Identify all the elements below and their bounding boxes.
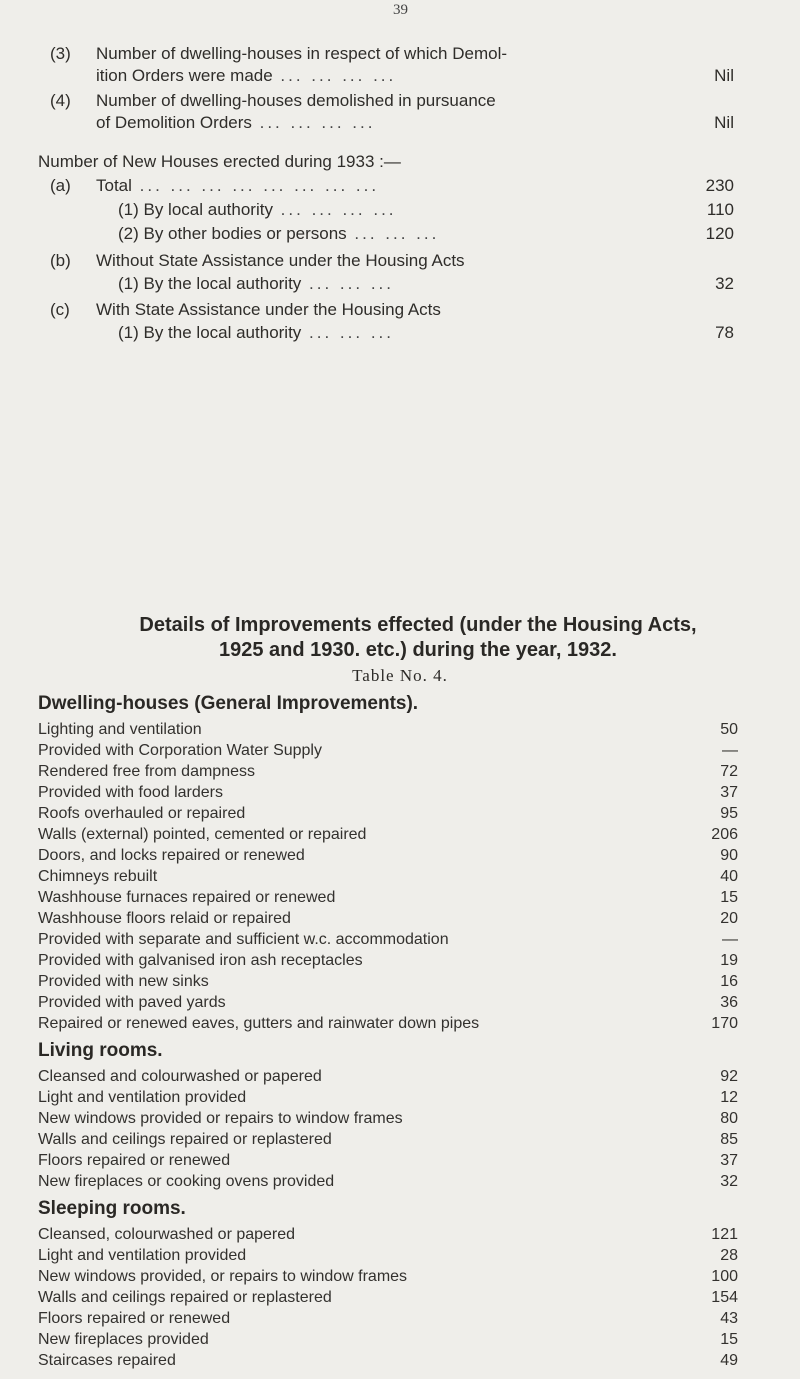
table-row: Washhouse furnaces repaired or renewed 15 — [38, 889, 738, 906]
new-houses-a1-value: 110 — [706, 200, 734, 219]
table-row: Repaired or renewed eaves, gutters and rainwater down pipes 170 — [38, 1015, 738, 1032]
new-houses-a2-value: 120 — [705, 224, 734, 243]
new-houses-a2-text: (2) By other bodies or persons ... ... ... — [118, 224, 440, 243]
table-row: Rendered free from dampness 72 — [38, 763, 738, 780]
table-row: Walls and ceilings repaired or replastered 154 — [38, 1289, 738, 1306]
new-houses-b-label: (b) — [50, 251, 71, 270]
item-3-line2: ition Orders were made ... ... ... ... — [96, 66, 397, 85]
table-row: Cleansed and colourwashed or papered 92 — [38, 1068, 738, 1085]
new-houses-b-text: Without State Assistance under the Housing Acts — [96, 251, 465, 270]
new-houses-a-value: 230 — [705, 176, 734, 195]
item-4-number: (4) — [50, 91, 71, 110]
table-row: Floors repaired or renewed 37 — [38, 1152, 738, 1169]
table-row: Walls (external) pointed, cemented or repaired 206 — [38, 826, 738, 843]
item-3-line1: Number of dwelling-houses in respect of which Demol- — [96, 44, 508, 63]
table-row: Light and ventilation provided 28 — [38, 1247, 738, 1264]
table-row: Chimneys rebuilt 40 — [38, 868, 738, 885]
new-houses-b1-text: (1) By the local authority ... ... ... — [118, 274, 394, 293]
new-houses-c1-value: 78 — [715, 323, 734, 342]
table-row: Lighting and ventilation 50 — [38, 721, 738, 738]
details-heading-line1: Details of Improvements effected (under the Housing Acts, — [139, 614, 697, 636]
new-houses-intro: Number of New Houses erected during 1933 :— — [38, 152, 401, 171]
table-row: New windows provided, or repairs to window frames 100 — [38, 1268, 738, 1285]
table-row: Roofs overhauled or repaired 95 — [38, 805, 738, 822]
table-row: New fireplaces provided 15 — [38, 1331, 738, 1348]
details-heading-line2: 1925 and 1930. etc.) during the year, 1932. — [219, 639, 617, 661]
table-row: Floors repaired or renewed 43 — [38, 1310, 738, 1327]
table-row: New windows provided or repairs to window frames 80 — [38, 1110, 738, 1127]
table-row: Cleansed, colourwashed or papered 121 — [38, 1226, 738, 1243]
table-row: Washhouse floors relaid or repaired 20 — [38, 910, 738, 927]
new-houses-a1-text: (1) By local authority ... ... ... ... — [118, 200, 397, 219]
new-houses-a-text: Total ... ... ... ... ... ... ... ... — [96, 176, 380, 195]
table-row: Provided with galvanised iron ash receptacles 19 — [38, 952, 738, 969]
section-title-dwelling-houses: Dwelling-houses (General Improvements). — [38, 693, 419, 714]
item-4-value: Nil — [714, 113, 734, 132]
table-row: Light and ventilation provided 12 — [38, 1089, 738, 1106]
table-row: Provided with separate and sufficient w.c. accommodation — — [38, 931, 738, 948]
new-houses-c-text: With State Assistance under the Housing Acts — [96, 300, 441, 319]
table-row: Staircases repaired 49 — [38, 1352, 738, 1369]
table-row: Provided with paved yards 36 — [38, 994, 738, 1011]
section-title-living-rooms: Living rooms. — [38, 1040, 163, 1061]
item-4-line2: of Demolition Orders ... ... ... ... — [96, 113, 376, 132]
new-houses-c-label: (c) — [50, 300, 70, 319]
item-3-value: Nil — [714, 66, 734, 85]
table-row: New fireplaces or cooking ovens provided 32 — [38, 1173, 738, 1190]
page-number: 39 — [393, 2, 408, 18]
table-row: Provided with food larders 37 — [38, 784, 738, 801]
table-row: Provided with Corporation Water Supply — — [38, 742, 738, 759]
item-4-line1: Number of dwelling-houses demolished in pursuance — [96, 91, 496, 110]
new-houses-a-label: (a) — [50, 176, 71, 195]
table-number: Table No. 4. — [352, 666, 448, 685]
item-3-number: (3) — [50, 44, 71, 63]
new-houses-b1-value: 32 — [715, 274, 734, 293]
table-row: Walls and ceilings repaired or replastered 85 — [38, 1131, 738, 1148]
table-row: Provided with new sinks 16 — [38, 973, 738, 990]
new-houses-c1-text: (1) By the local authority ... ... ... — [118, 323, 394, 342]
table-row: Doors, and locks repaired or renewed 90 — [38, 847, 738, 864]
section-title-sleeping-rooms: Sleeping rooms. — [38, 1198, 186, 1219]
